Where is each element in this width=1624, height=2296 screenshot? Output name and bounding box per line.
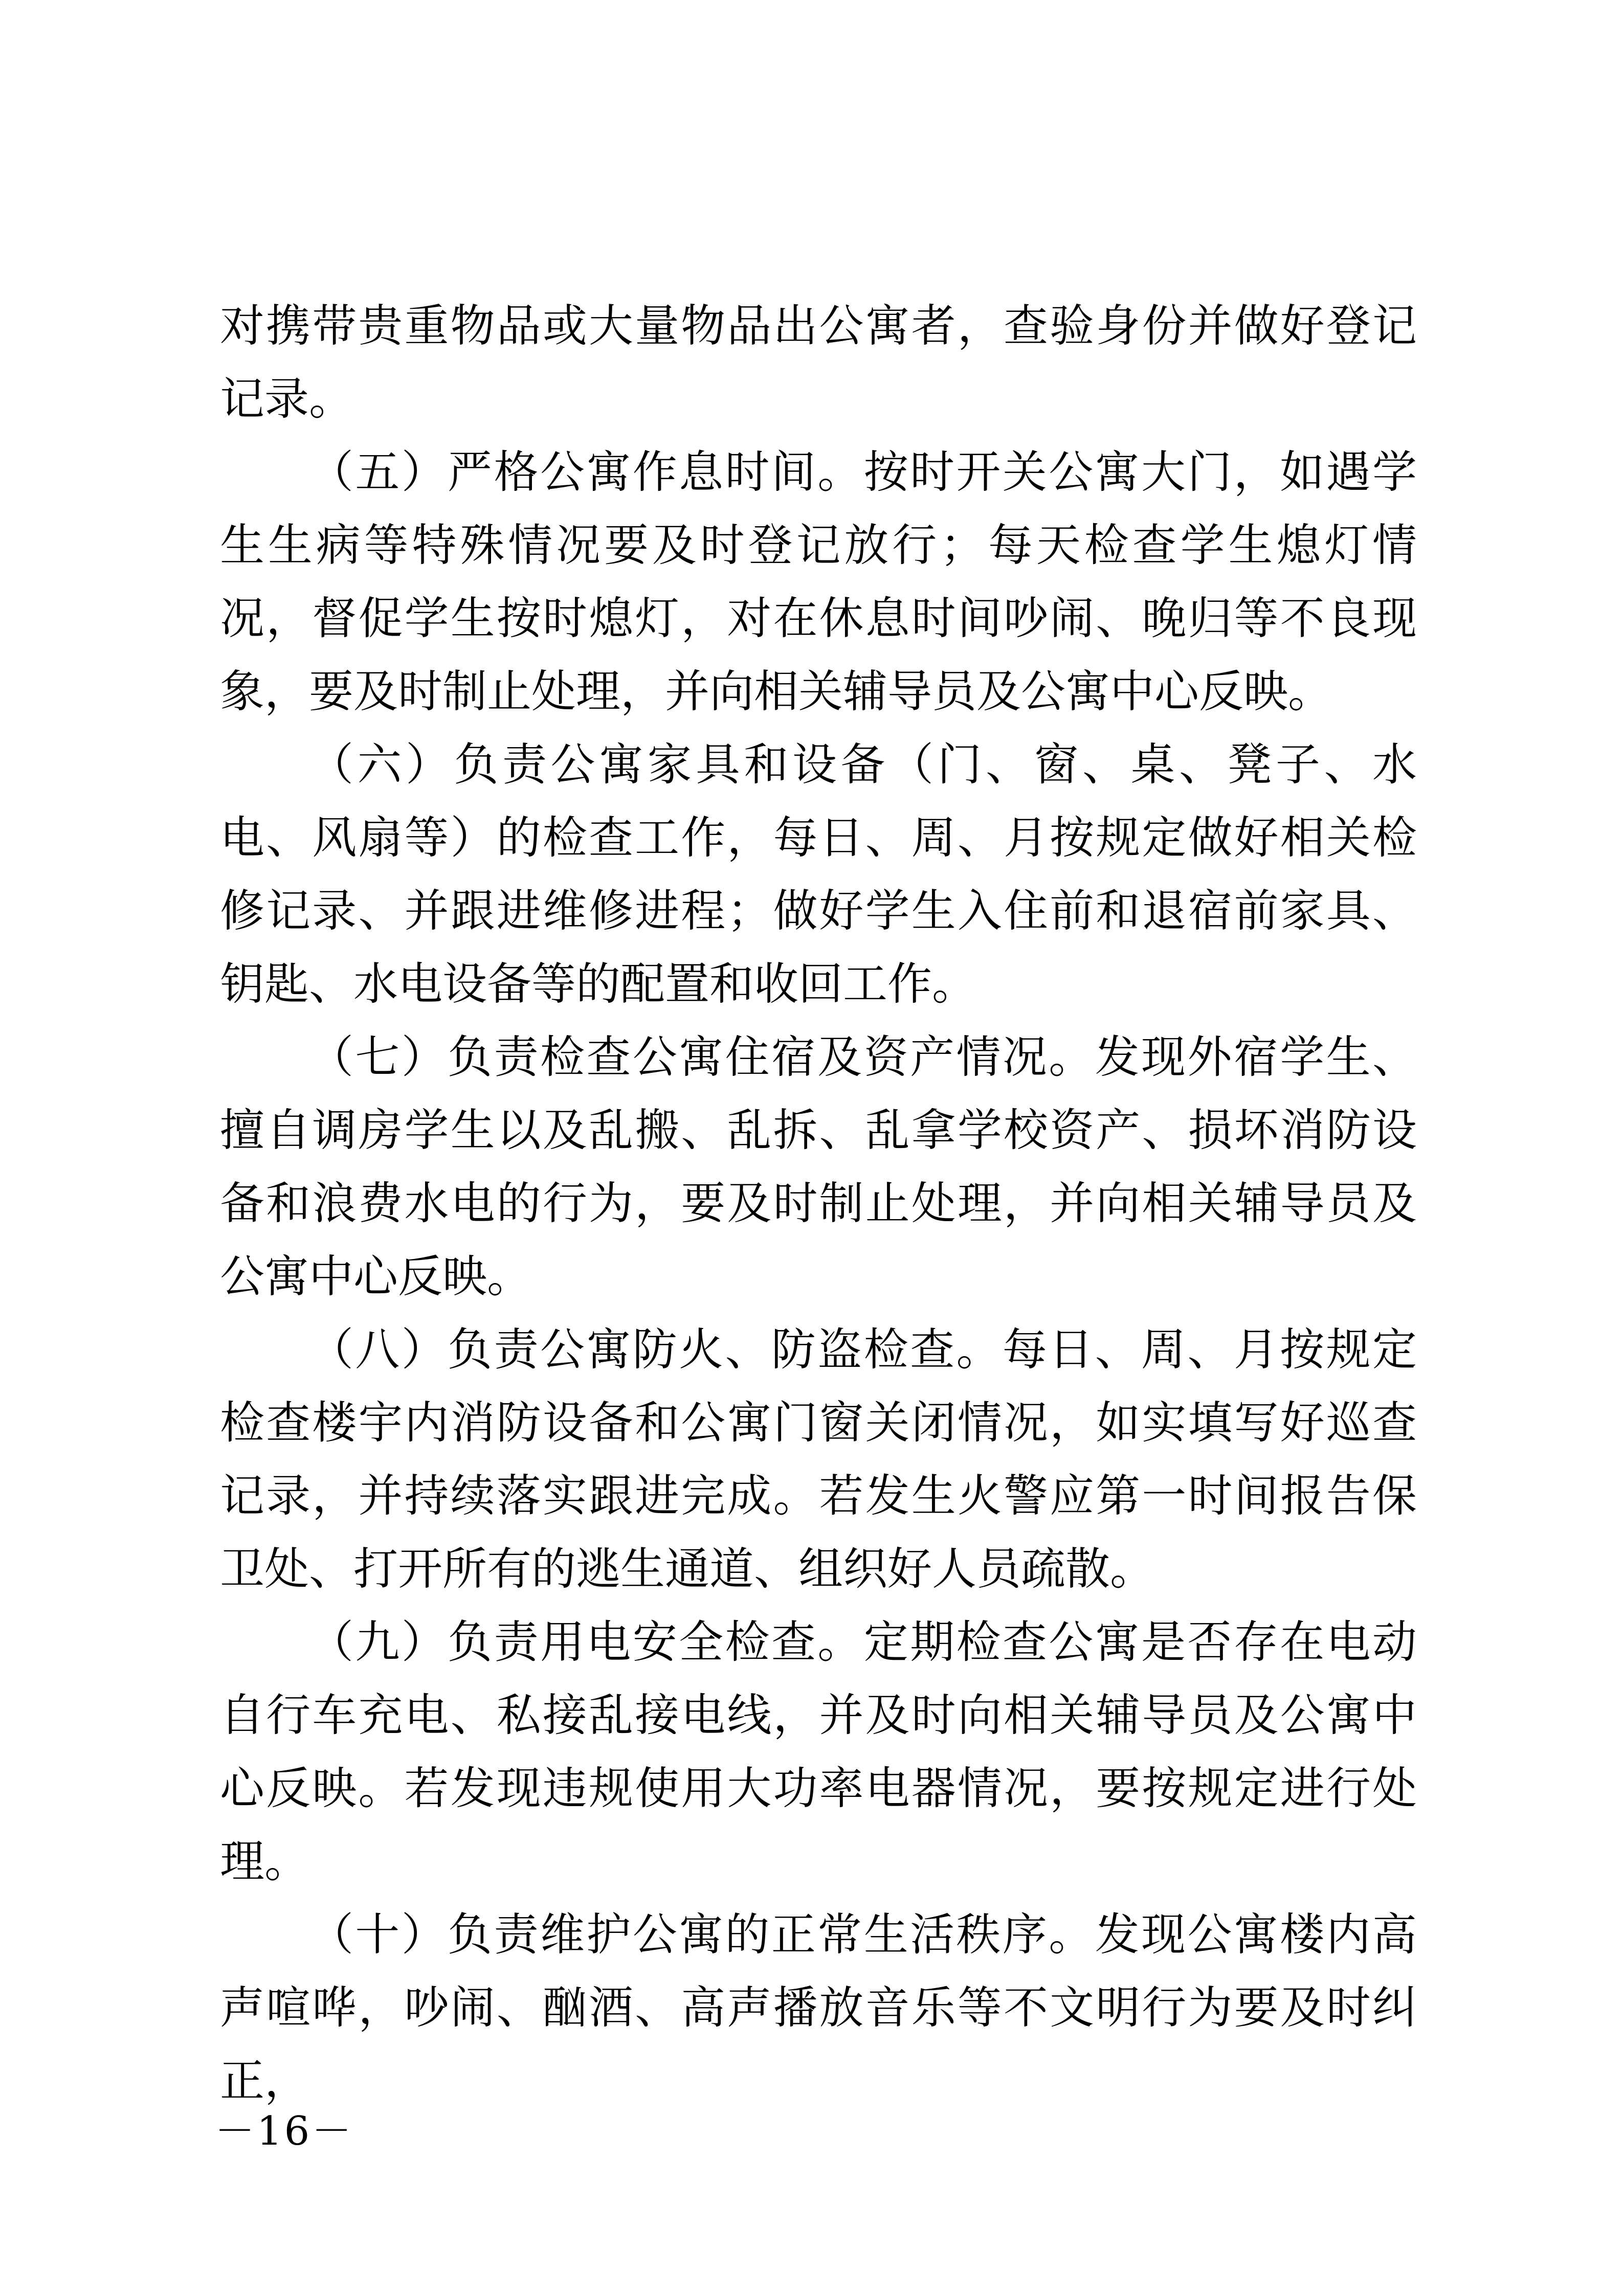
paragraph-item-6: （六）负责公寓家具和设备（门、窗、桌、凳子、水电、风扇等）的检查工作，每日、周、月按规定做好相关检修记录、并跟进维修进程；做好学生入住前和退宿前家具、钥匙、水电设备等的配置和收回工作。 <box>220 738 1417 1010</box>
paragraph-continuation: 对携带贵重物品或大量物品出公寓者，查验身份并做好登记记录。 <box>220 300 1417 425</box>
paragraph-item-10: （十）负责维护公寓的正常生活秩序。发现公寓楼内高声喧哗，吵闹、酗酒、高声播放音乐等不文明行为要及时纠正， <box>220 1908 1417 2107</box>
paragraph-item-7: （七）负责检查公寓住宿及资产情况。发现外宿学生、擅自调房学生以及乱搬、乱拆、乱拿学校资产、损坏消防设备和浪费水电的行为，要及时制止处理，并向相关辅导员及公寓中心反映。 <box>220 1031 1417 1302</box>
paragraph-item-8: （八）负责公寓防火、防盗检查。每日、周、月按规定检查楼宇内消防设备和公寓门窗关闭情况，如实填写好巡查记录，并持续落实跟进完成。若发生火警应第一时间报告保卫处、打开所有的逃生通道、组织好人员疏散。 <box>220 1323 1417 1595</box>
document-body <box>220 289 1417 2118</box>
paragraph-item-9: （九）负责用电安全检查。定期检查公寓是否存在电动自行车充电、私接乱接电线，并及时向相关辅导员及公寓中心反映。若发现违规使用大功率电器情况，要按规定进行处理。 <box>220 1616 1417 1887</box>
paragraph-item-5: （五）严格公寓作息时间。按时开关公寓大门，如遇学生生病等特殊情况要及时登记放行；每天检查学生熄灯情况，督促学生按时熄灯，对在休息时间吵闹、晚归等不良现象，要及时制止处理，并向相关辅导员及公寓中心反映。 <box>220 446 1417 717</box>
page-number: －16－ <box>215 2108 354 2154</box>
